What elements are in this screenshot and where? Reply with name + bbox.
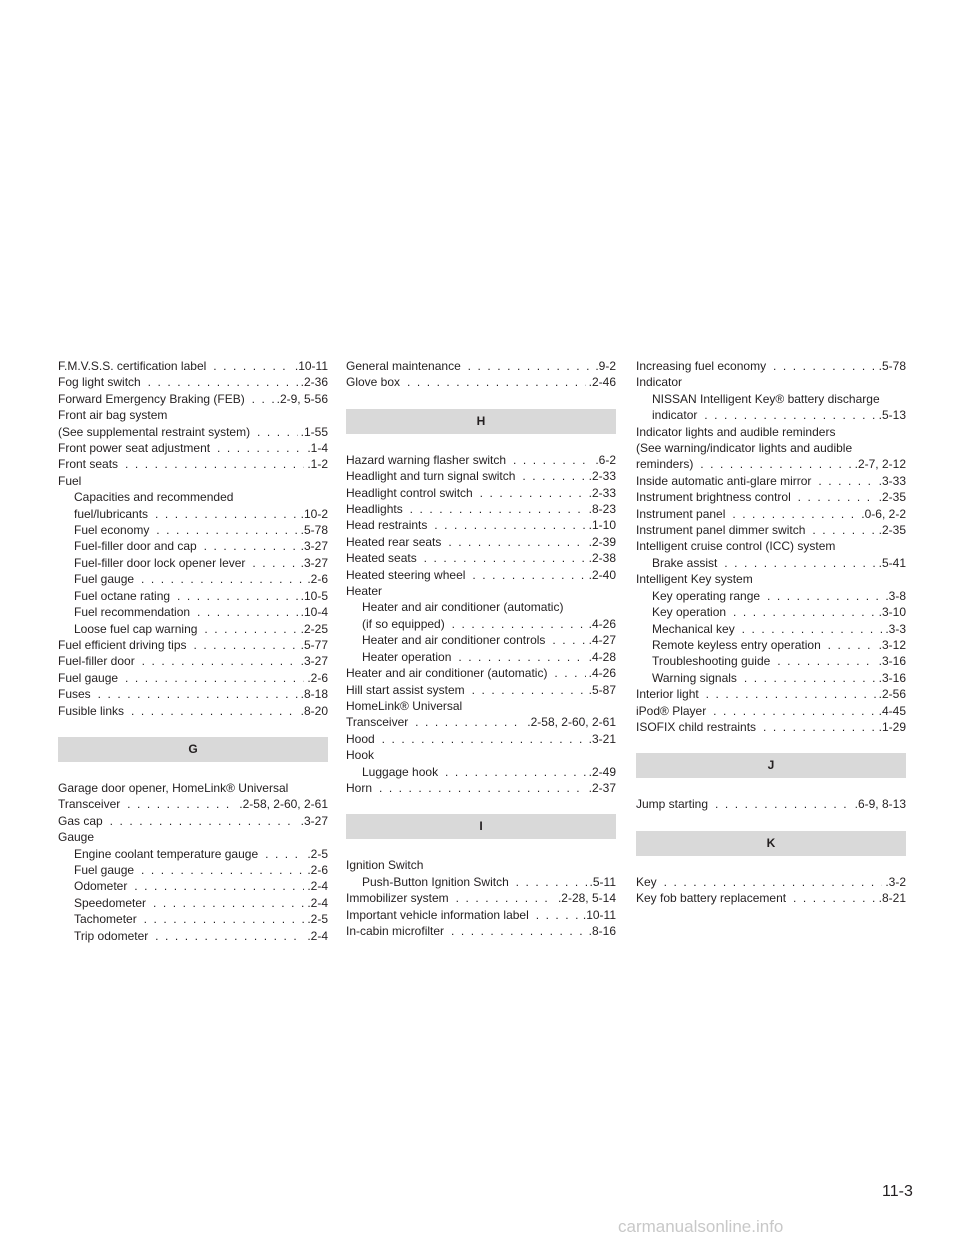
index-subentry [58,522,328,538]
entry-term: Glove box [346,375,401,390]
entry-term: Mechanical key [652,621,735,636]
section-gap [346,434,616,452]
entry-page-ref: .2-37 [586,780,616,796]
index-entry [636,489,906,505]
index-entry [58,686,328,702]
index-entry [346,550,616,566]
index-subentry [58,604,328,620]
index-entry [346,567,616,583]
index-entry [636,440,906,456]
entry-term: Engine coolant temperature gauge [74,846,259,861]
index-subentry [636,604,906,620]
entry-term: Hill start assist system [346,682,465,697]
index-subentry [58,895,328,911]
index-entry [636,703,906,719]
entry-page-ref: .4-26 [586,616,616,632]
entry-page-ref: .1-4 [304,440,328,456]
entry-term: Important vehicle information label [346,907,529,922]
section-header-i: I [346,814,616,839]
index-entry [346,452,616,468]
entry-term: Hook [346,748,375,763]
entry-page-ref: .3-21 [586,731,616,747]
entry-term: Heated seats [346,551,417,566]
entry-page-ref: .2-33 [586,468,616,484]
entry-page-ref: .3-8 [882,588,906,604]
entry-page-ref: .6-2 [592,452,616,468]
index-subentry [636,407,906,423]
entry-page-ref: .10-11 [292,358,328,374]
entry-term: Loose fuel cap warning [74,621,198,636]
entry-page-ref: .3-27 [298,538,328,554]
entry-term: Troubleshooting guide [652,654,771,669]
entry-term: Fuel octane rating [74,588,171,603]
entry-page-ref: .2-28, 5-14 [555,890,616,906]
entry-page-ref: .4-28 [586,649,616,665]
entry-page-ref: .2-6 [304,571,328,587]
entry-page-ref: .3-12 [876,637,906,653]
index-subentry [58,571,328,587]
entry-page-ref: .2-25 [298,621,328,637]
entry-term: Forward Emergency Braking (FEB) [58,391,245,406]
entry-term: Remote keyless entry operation [652,637,821,652]
section-gap [346,391,616,409]
index-subentry [58,846,328,862]
entry-term: Instrument panel [636,506,726,521]
entry-page-ref: .3-33 [876,473,906,489]
index-entry [346,714,616,730]
entry-term: Inside automatic anti-glare mirror [636,473,812,488]
entry-term: ISOFIX child restraints [636,719,757,734]
entry-page-ref: .5-87 [586,682,616,698]
entry-term: Fuel gauge [58,670,119,685]
entry-term: Intelligent cruise control (ICC) system [636,539,836,554]
entry-term: indicator [652,408,698,423]
index-entry [636,374,906,390]
index-entry [346,501,616,517]
entry-page-ref: .2-5 [304,846,328,862]
entry-term: Tachometer [74,912,137,927]
index-entry [58,391,328,407]
index-entry [636,506,906,522]
entry-term: (if so equipped) [362,616,445,631]
entry-term: Heater and air conditioner (automatic) [362,600,564,615]
entry-page-ref: .8-16 [586,923,616,939]
index-column-3 [636,358,906,907]
index-subentry [58,911,328,927]
entry-term: Headlight and turn signal switch [346,469,516,484]
entry-term: Brake assist [652,555,718,570]
entry-page-ref: .2-35 [876,522,906,538]
entry-term: Heater [346,584,383,599]
entry-page-ref: .2-56 [876,686,906,702]
entry-term: Fog light switch [58,375,141,390]
entry-term: Heater and air conditioner (automatic) [346,666,548,681]
index-entry [636,719,906,735]
index-entry [58,407,328,423]
entry-page-ref: .3-2 [882,874,906,890]
index-entry [346,534,616,550]
index-entry [636,473,906,489]
entry-term: (See warning/indicator lights and audible [636,441,853,456]
index-subentry [636,621,906,637]
index-entry [346,485,616,501]
entry-term: NISSAN Intelligent Key® battery discharge [652,391,880,406]
entry-page-ref: .3-27 [298,653,328,669]
index-entry [58,456,328,472]
entry-term: Capacities and recommended [74,490,234,505]
index-entry [346,517,616,533]
entry-term: F.M.V.S.S. certification label [58,359,207,373]
index-entry [636,686,906,702]
entry-page-ref: .2-40 [586,567,616,583]
index-entry [346,907,616,923]
section-gap [346,796,616,814]
entry-page-ref: .2-4 [304,878,328,894]
index-entry [58,473,328,489]
entry-term: HomeLink® Universal [346,698,463,713]
entry-page-ref: .0-6, 2-2 [858,506,906,522]
index-entry [346,374,616,390]
entry-term: Indicator [636,375,683,390]
entry-page-ref: .3-16 [876,670,906,686]
index-entry [346,747,616,763]
entry-term: Front power seat adjustment [58,441,211,456]
entry-page-ref: .10-5 [298,588,328,604]
entry-term: Fuel-filler door lock opener lever [74,555,246,570]
index-entry [58,637,328,653]
index-entry [58,424,328,440]
index-subentry [636,555,906,571]
entry-page-ref: .2-38 [586,550,616,566]
index-subentry [636,670,906,686]
index-entry [636,424,906,440]
entry-term: Fuses [58,687,91,702]
index-column-2 [346,358,616,939]
entry-term: Jump starting [636,797,709,812]
entry-page-ref: .3-27 [298,813,328,829]
index-subentry [58,538,328,554]
entry-term: Immobilizer system [346,891,449,906]
entry-term: Speedometer [74,895,147,910]
index-entry [58,796,328,812]
section-header-h: H [346,409,616,434]
entry-term: Hazard warning flasher switch [346,452,507,467]
index-entry [58,780,328,796]
entry-term: Fuel-filler door [58,654,135,669]
entry-term: Fuel efficient driving tips [58,637,187,652]
section-gap [636,778,906,796]
entry-term: Fuel economy [74,523,150,538]
entry-page-ref: .2-36 [298,374,328,390]
index-entry [346,857,616,873]
index-entry [636,874,906,890]
index-subentry [58,928,328,944]
entry-term: Gas cap [58,813,103,828]
index-subentry [58,588,328,604]
entry-page-ref: .4-27 [586,632,616,648]
entry-page-ref: .2-58, 2-60, 2-61 [236,796,328,812]
entry-term: General maintenance [346,359,461,373]
entry-term: Increasing fuel economy [636,359,767,373]
entry-term: Key operation [652,605,727,620]
section-gap [58,762,328,780]
entry-page-ref: .8-21 [876,890,906,906]
section-header-g: G [58,737,328,762]
index-entry [58,829,328,845]
entry-page-ref: .5-78 [876,358,906,374]
index-subentry [346,616,616,632]
entry-term: Garage door opener, HomeLink® Universal [58,780,289,795]
entry-page-ref: .3-16 [876,653,906,669]
entry-page-ref: .2-9, 5-56 [274,391,328,407]
entry-page-ref: .2-49 [586,764,616,780]
entry-term: (See supplemental restraint system) [58,424,251,439]
index-entry [346,698,616,714]
entry-page-ref: .2-58, 2-60, 2-61 [524,714,616,730]
entry-term: Warning signals [652,670,737,685]
entry-term: Fuel-filler door and cap [74,539,197,554]
index-entry [346,780,616,796]
index-entry [636,456,906,472]
index-subentry [58,878,328,894]
entry-page-ref: .2-7, 2-12 [852,456,906,472]
index-subentry [58,489,328,505]
entry-term: Front seats [58,457,119,472]
index-subentry [346,874,616,890]
entry-page-ref: .4-45 [876,703,906,719]
entry-term: Horn [346,780,373,795]
entry-page-ref: .2-33 [586,485,616,501]
entry-term: Trip odometer [74,928,149,943]
index-entry [58,440,328,456]
section-gap [636,856,906,874]
index-entry [58,813,328,829]
entry-page-ref: .10-4 [298,604,328,620]
index-subentry [58,506,328,522]
index-entry [346,583,616,599]
entry-term: Heater and air conditioner controls [362,633,546,648]
index-entry [346,468,616,484]
entry-page-ref: .6-9, 8-13 [852,796,906,812]
index-entry [636,571,906,587]
entry-page-ref: .1-10 [586,517,616,533]
entry-page-ref: .5-11 [587,874,616,890]
entry-page-ref: .2-4 [304,928,328,944]
entry-term: Head restraints [346,518,428,533]
index-entry [58,358,328,374]
entry-term: Intelligent Key system [636,572,753,587]
index-column-1 [58,358,328,944]
entry-page-ref: .5-13 [876,407,906,423]
entry-term: Key operating range [652,588,761,603]
entry-term: Fuel [58,473,82,488]
entry-page-ref: .1-29 [876,719,906,735]
index-subentry [636,653,906,669]
entry-term: Fuel recommendation [74,605,191,620]
entry-term: Ignition Switch [346,858,424,873]
index-entry [346,358,616,374]
entry-page-ref: .2-6 [304,862,328,878]
entry-term: Headlight control switch [346,485,473,500]
index-entry [58,670,328,686]
section-header-j: J [636,753,906,778]
entry-page-ref: .8-23 [586,501,616,517]
section-gap [636,735,906,753]
index-subentry [58,621,328,637]
entry-page-ref: .9-2 [592,358,616,374]
entry-page-ref: .10-11 [580,907,616,923]
entry-page-ref: .2-6 [304,670,328,686]
page-number: 11-3 [882,1183,913,1200]
entry-page-ref: .3-3 [882,621,906,637]
section-gap [636,813,906,831]
index-entry [58,703,328,719]
entry-term: fuel/lubricants [74,506,149,521]
index-entry [636,796,906,812]
entry-page-ref: .3-27 [298,555,328,571]
entry-term: reminders) [636,457,694,472]
section-gap [58,719,328,737]
index-entry [346,682,616,698]
section-header-k: K [636,831,906,856]
entry-term: Luggage hook [362,764,439,779]
entry-term: Instrument brightness control [636,490,791,505]
entry-page-ref: .2-5 [304,911,328,927]
entry-page-ref: .1-55 [298,424,328,440]
entry-term: Interior light [636,687,699,702]
index-subentry [636,637,906,653]
entry-term: Heater operation [362,649,452,664]
entry-term: Fuel gauge [74,572,135,587]
watermark: carmanualsonline.info [618,1217,784,1236]
index-subentry [58,862,328,878]
entry-term: Instrument panel dimmer switch [636,523,806,538]
index-entry [346,923,616,939]
index-entry [346,731,616,747]
entry-term: Fuel gauge [74,862,135,877]
entry-term: Transceiver [58,797,121,812]
entry-page-ref: .5-41 [876,555,906,571]
entry-term: Front air bag system [58,408,168,423]
index-subentry [636,588,906,604]
entry-page-ref: .10-2 [298,506,328,522]
entry-page-ref: .3-10 [876,604,906,620]
index-subentry [58,555,328,571]
index-entry [636,522,906,538]
index-entry [636,358,906,374]
entry-page-ref: .2-35 [876,489,906,505]
index-subentry [636,391,906,407]
entry-page-ref: .4-26 [586,665,616,681]
index-entry [58,374,328,390]
entry-term: Heated rear seats [346,534,442,549]
entry-page-ref: .5-77 [298,637,328,653]
entry-term: In-cabin microfilter [346,923,445,938]
entry-term: Fusible links [58,703,125,718]
entry-term: Push-Button Ignition Switch [362,874,509,889]
entry-page-ref: .5-78 [298,522,328,538]
entry-term: Transceiver [346,715,409,730]
index-entry [636,890,906,906]
entry-term: Hood [346,731,375,746]
section-gap [346,839,616,857]
entry-page-ref: .8-20 [298,703,328,719]
index-entry [636,538,906,554]
index-subentry [346,764,616,780]
entry-term: iPod® Player [636,703,707,718]
index-entry [346,890,616,906]
entry-term: Heated steering wheel [346,567,466,582]
entry-page-ref: .2-39 [586,534,616,550]
entry-term: Key fob battery replacement [636,891,787,906]
entry-page-ref: .2-46 [586,374,616,390]
entry-page-ref: .1-2 [304,456,328,472]
index-subentry [346,632,616,648]
entry-page-ref: .2-4 [304,895,328,911]
index-entry [346,665,616,681]
index-subentry [346,649,616,665]
entry-term: Odometer [74,879,128,894]
entry-page-ref: .8-18 [298,686,328,702]
entry-term: Headlights [346,502,403,517]
entry-term: Indicator lights and audible reminders [636,424,836,439]
index-subentry [346,599,616,615]
entry-term: Gauge [58,830,95,845]
index-entry [58,653,328,669]
entry-term: Key [636,874,657,889]
